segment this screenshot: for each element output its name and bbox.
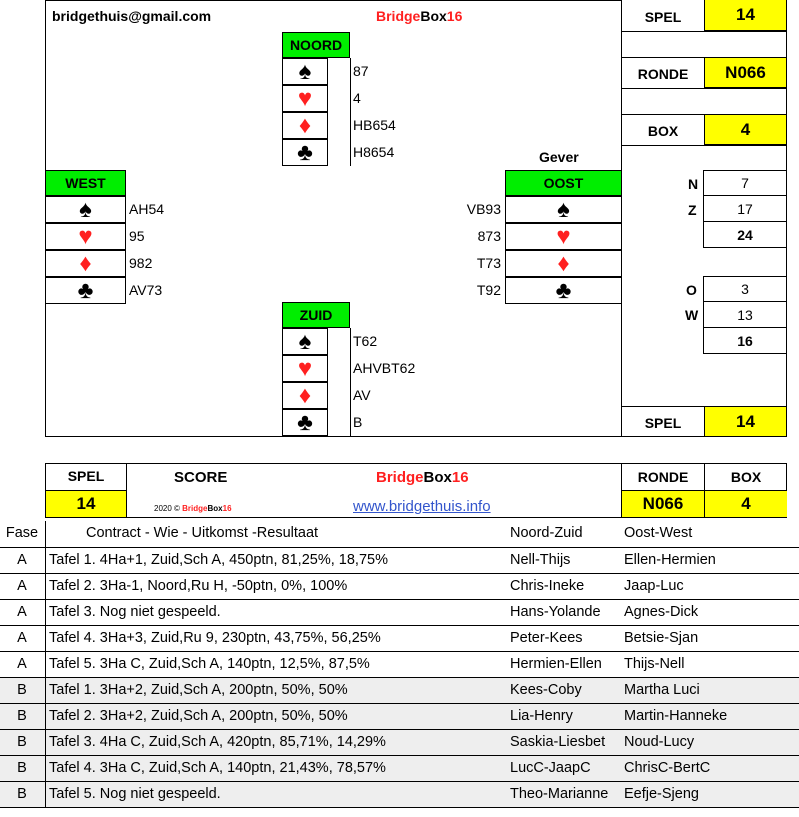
row-noord-zuid: Theo-Marianne (510, 786, 609, 802)
row-contract: Tafel 1. 4Ha+1, Zuid,Sch A, 450ptn, 81,25%, 18,75% (49, 552, 388, 568)
row-oost-west: Martin-Hanneke (624, 708, 728, 724)
row-oost-west: Agnes-Dick (624, 604, 699, 620)
table-header (0, 521, 799, 547)
website-link[interactable]: www.bridgethuis.info (353, 498, 491, 515)
heart-icon: ♥ (45, 223, 126, 250)
row-contract: Tafel 3. 4Ha C, Zuid,Sch A, 420ptn, 85,71%, 14,29% (49, 734, 386, 750)
noord-hearts: 4 (353, 90, 361, 106)
table-row (0, 626, 799, 652)
row-noord-zuid: Chris-Ineke (510, 578, 585, 594)
table-row (0, 652, 799, 678)
oost-diamonds: T73 (476, 255, 501, 271)
noord-clubs: H8654 (353, 144, 395, 160)
spade-icon: ♠ (282, 58, 328, 85)
club-icon: ♣ (282, 139, 328, 166)
west-label: WEST (45, 170, 126, 196)
west-spades: AH54 (129, 201, 165, 217)
brand-part-box: Box (207, 504, 223, 513)
score-box-label: BOX (730, 469, 762, 485)
row-contract: Tafel 2. 3Ha-1, Noord,Ru H, -50ptn, 0%, 100% (49, 578, 348, 594)
table-row (0, 730, 799, 756)
header-nz: Noord-Zuid (510, 525, 583, 541)
row-oost-west: Eefje-Sjeng (624, 786, 699, 802)
row-oost-west: ChrisC-BertC (624, 760, 711, 776)
box-value: 4 (704, 114, 786, 145)
west-diamonds: 982 (129, 255, 153, 271)
row-fase: A (17, 578, 27, 594)
brand-part-bridge: Bridge (182, 504, 208, 513)
zuid-hearts: AHVBT62 (353, 360, 416, 376)
ronde-value: N066 (704, 57, 786, 88)
noord-label: NOORD (282, 32, 350, 58)
row-noord-zuid: Lia-Henry (510, 708, 573, 724)
heart-icon: ♥ (282, 85, 328, 112)
header-ow: Oost-West (624, 525, 693, 541)
diamond-icon: ♦ (282, 112, 328, 139)
zuid-label: ZUID (282, 302, 350, 328)
row-noord-zuid: Hans-Yolande (510, 604, 601, 620)
row-fase: A (17, 552, 27, 568)
score-n-label: N (688, 176, 699, 192)
bottom-spel-value: 14 (704, 407, 786, 436)
brand-part-16: 16 (222, 504, 232, 513)
row-noord-zuid: Kees-Coby (510, 682, 582, 698)
table-row (0, 678, 799, 704)
noord-spades: 87 (353, 63, 369, 79)
row-fase: B (17, 734, 27, 750)
brand-part-box: Box (423, 469, 452, 486)
row-oost-west: Ellen-Hermien (624, 552, 716, 568)
oost-hearts: 873 (477, 228, 501, 244)
row-fase: B (17, 786, 27, 802)
row-oost-west: Jaap-Luc (624, 578, 684, 594)
row-noord-zuid: LucC-JaapC (510, 760, 591, 776)
copyright-text: 2020 © (154, 504, 180, 513)
brand-part-16: 16 (451, 469, 469, 486)
copyright-brand (182, 504, 231, 513)
diamond-icon: ♦ (45, 250, 126, 277)
header-contract: Contract - Wie - Uitkomst -Resultaat (86, 525, 319, 541)
score-z-value: 17 (703, 195, 787, 222)
row-oost-west: Martha Luci (624, 682, 700, 698)
score-o-value: 3 (703, 276, 787, 302)
row-noord-zuid: Saskia-Liesbet (510, 734, 606, 750)
score-w-value: 13 (703, 301, 787, 328)
score-n-value: 7 (703, 170, 787, 196)
bottom-spel-label: SPEL (644, 415, 682, 431)
row-fase: B (17, 682, 27, 698)
table-row (0, 574, 799, 600)
brand-part-16: 16 (446, 8, 463, 24)
score-o-label: O (686, 282, 697, 298)
row-noord-zuid: Nell-Thijs (510, 552, 571, 568)
row-contract: Tafel 5. Nog niet gespeeld. (49, 786, 221, 802)
zuid-diamonds: AV (353, 387, 371, 403)
score-spel-label: SPEL (67, 468, 105, 484)
header-fase: Fase (5, 525, 39, 541)
spel-label: SPEL (644, 9, 682, 25)
score-brand-title (376, 469, 469, 486)
zuid-clubs: B (353, 414, 363, 430)
row-oost-west: Betsie-Sjan (624, 630, 699, 646)
zuid-spades: T62 (353, 333, 378, 349)
score-w-label: W (685, 307, 699, 323)
club-icon: ♣ (45, 277, 126, 304)
row-contract: Tafel 3. Nog niet gespeeld. (49, 604, 221, 620)
copyright (154, 504, 232, 513)
table-row (0, 756, 799, 782)
west-clubs: AV73 (129, 282, 163, 298)
row-noord-zuid: Peter-Kees (510, 630, 583, 646)
heart-icon: ♥ (282, 355, 328, 382)
oost-clubs: T92 (476, 282, 501, 298)
row-fase: A (17, 604, 27, 620)
diamond-icon: ♦ (505, 250, 622, 277)
row-noord-zuid: Hermien-Ellen (510, 656, 602, 672)
brand-title (376, 8, 462, 24)
box-label: BOX (647, 123, 679, 139)
spade-icon: ♠ (282, 328, 328, 355)
club-icon: ♣ (505, 277, 622, 304)
table-row (0, 548, 799, 574)
west-hearts: 95 (129, 228, 145, 244)
row-contract: Tafel 4. 3Ha+3, Zuid,Ru 9, 230ptn, 43,75%, 56,25% (49, 630, 381, 646)
score-nz-total: 24 (703, 221, 787, 248)
row-contract: Tafel 4. 3Ha C, Zuid,Sch A, 140ptn, 21,43%, 78,57% (49, 760, 386, 776)
table-row (0, 782, 799, 808)
table-row (0, 704, 799, 730)
email: bridgethuis@gmail.com (52, 8, 212, 24)
row-contract: Tafel 2. 3Ha+2, Zuid,Sch A, 200ptn, 50%, 50% (49, 708, 348, 724)
brand-part-bridge: Bridge (376, 8, 421, 24)
row-contract: Tafel 5. 3Ha C, Zuid,Sch A, 140ptn, 12,5%, 87,5% (49, 656, 370, 672)
row-oost-west: Noud-Lucy (624, 734, 695, 750)
dealer-label: Gever (539, 149, 579, 165)
score-ronde-label: RONDE (637, 469, 689, 485)
club-icon: ♣ (282, 409, 328, 436)
heart-icon: ♥ (505, 223, 622, 250)
row-contract: Tafel 1. 3Ha+2, Zuid,Sch A, 200ptn, 50%, 50% (49, 682, 348, 698)
row-fase: B (17, 760, 27, 776)
brand-part-box: Box (420, 8, 447, 24)
row-fase: B (17, 708, 27, 724)
score-z-label: Z (688, 202, 697, 218)
score-box-value: 4 (705, 491, 787, 517)
row-fase: A (17, 630, 27, 646)
spel-value: 14 (704, 0, 786, 31)
row-oost-west: Thijs-Nell (624, 656, 685, 672)
oost-spades: VB93 (466, 201, 501, 217)
score-ronde-value: N066 (622, 491, 704, 517)
spade-icon: ♠ (505, 196, 622, 223)
diamond-icon: ♦ (282, 382, 328, 409)
score-title: SCORE (174, 469, 228, 486)
brand-part-bridge: Bridge (376, 469, 424, 486)
oost-label: OOST (505, 170, 622, 196)
score-ow-total: 16 (703, 327, 787, 354)
row-fase: A (17, 656, 27, 672)
score-spel-value: 14 (46, 491, 126, 517)
spade-icon: ♠ (45, 196, 126, 223)
noord-diamonds: HB654 (353, 117, 396, 133)
ronde-label: RONDE (637, 66, 689, 82)
table-row (0, 600, 799, 626)
